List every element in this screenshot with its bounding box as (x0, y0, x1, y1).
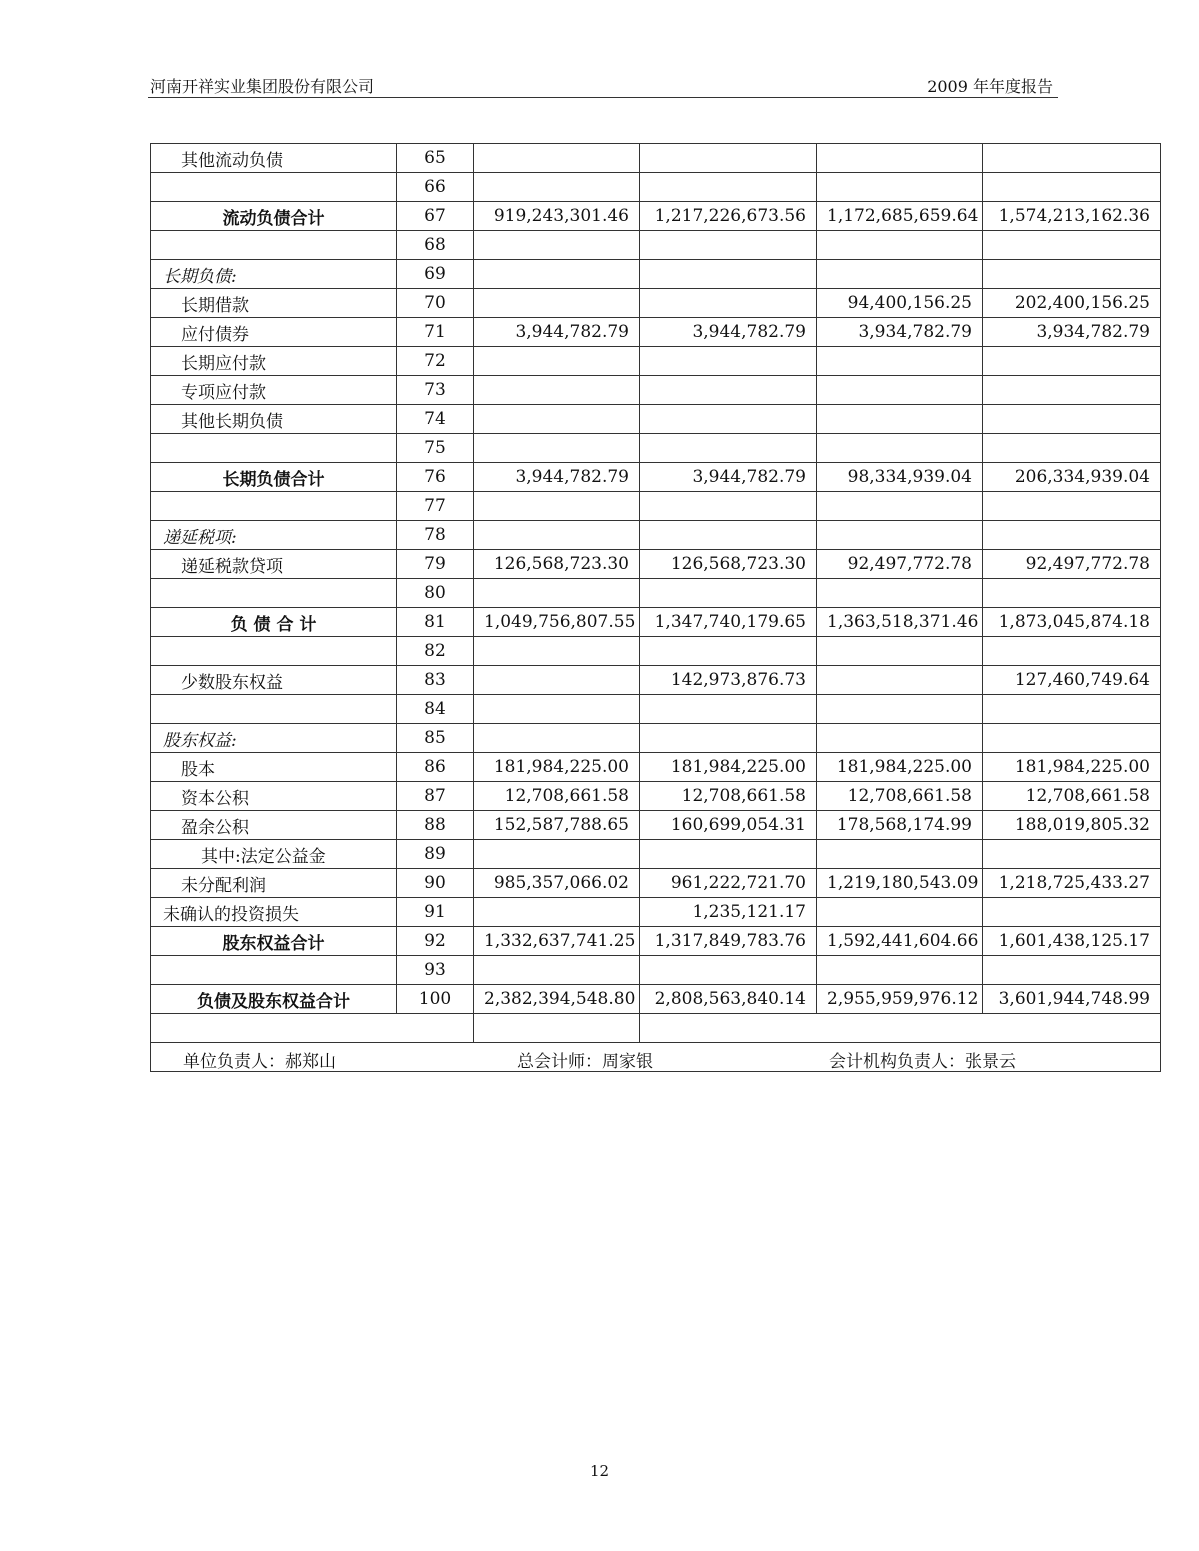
row-item-label (151, 956, 397, 985)
row-value-3 (817, 492, 983, 521)
row-value-1 (474, 666, 640, 695)
company-name: 河南开祥实业集团股份有限公司 (150, 77, 375, 96)
row-value-1 (474, 898, 640, 927)
row-line-number: 78 (397, 521, 474, 550)
row-value-2: 1,217,226,673.56 (640, 202, 817, 231)
row-value-1: 2,382,394,548.80 (474, 985, 640, 1014)
row-line-number: 77 (397, 492, 474, 521)
row-value-3: 1,219,180,543.09 (817, 869, 983, 898)
row-item-label: 股本 (151, 753, 397, 782)
chief-accountant-signature: 总会计师：周家银 (517, 1052, 653, 1072)
row-value-4 (983, 173, 1161, 202)
row-value-2: 3,944,782.79 (640, 318, 817, 347)
row-value-3 (817, 434, 983, 463)
table-row (151, 405, 1161, 434)
row-value-2 (640, 579, 817, 608)
row-value-4 (983, 347, 1161, 376)
row-value-1 (474, 492, 640, 521)
row-line-number: 73 (397, 376, 474, 405)
row-value-1 (474, 260, 640, 289)
table-row (151, 434, 1161, 463)
row-value-4 (983, 231, 1161, 260)
table-row (151, 521, 1161, 550)
header-rule (148, 97, 1058, 98)
table-row (151, 753, 1161, 782)
row-value-3 (817, 724, 983, 753)
row-value-2: 160,699,054.31 (640, 811, 817, 840)
table-row (151, 144, 1161, 173)
row-item-label: 应付债券 (151, 318, 397, 347)
row-value-2: 3,944,782.79 (640, 463, 817, 492)
row-line-number: 74 (397, 405, 474, 434)
row-value-1: 181,984,225.00 (474, 753, 640, 782)
row-value-3 (817, 347, 983, 376)
row-value-3: 1,172,685,659.64 (817, 202, 983, 231)
table-row (151, 492, 1161, 521)
row-value-1 (474, 521, 640, 550)
row-value-1: 3,944,782.79 (474, 318, 640, 347)
row-value-3 (817, 521, 983, 550)
table-row (151, 579, 1161, 608)
table-row (151, 637, 1161, 666)
unit-head-signature: 单位负责人：郝郑山 (183, 1052, 336, 1072)
row-value-4 (983, 492, 1161, 521)
row-value-4: 12,708,661.58 (983, 782, 1161, 811)
row-item-label: 长期应付款 (151, 347, 397, 376)
row-value-4 (983, 260, 1161, 289)
row-item-label: 递延税款贷项 (151, 550, 397, 579)
row-value-4 (983, 521, 1161, 550)
row-value-1 (474, 347, 640, 376)
row-line-number: 87 (397, 782, 474, 811)
row-line-number: 72 (397, 347, 474, 376)
row-item-label: 其中:法定公益金 (151, 840, 397, 869)
row-value-4: 1,601,438,125.17 (983, 927, 1161, 956)
table-row (151, 840, 1161, 869)
row-item-label (151, 637, 397, 666)
row-item-label (151, 434, 397, 463)
row-item-label: 少数股东权益 (151, 666, 397, 695)
row-value-3 (817, 956, 983, 985)
row-value-1 (474, 144, 640, 173)
row-line-number: 79 (397, 550, 474, 579)
row-value-4: 92,497,772.78 (983, 550, 1161, 579)
row-item-label: 股东权益合计 (151, 927, 397, 956)
row-line-number: 88 (397, 811, 474, 840)
row-value-3: 1,363,518,371.46 (817, 608, 983, 637)
row-line-number: 71 (397, 318, 474, 347)
row-line-number: 83 (397, 666, 474, 695)
row-line-number: 70 (397, 289, 474, 318)
row-value-1 (474, 289, 640, 318)
row-value-1: 12,708,661.58 (474, 782, 640, 811)
row-item-label: 长期借款 (151, 289, 397, 318)
row-value-4 (983, 637, 1161, 666)
row-value-2 (640, 521, 817, 550)
row-value-1 (474, 956, 640, 985)
report-title: 2009 年年度报告 (927, 77, 1053, 96)
signature-row (151, 1043, 1161, 1072)
table-row (151, 695, 1161, 724)
row-value-4 (983, 956, 1161, 985)
row-value-1 (474, 231, 640, 260)
row-item-label (151, 579, 397, 608)
row-value-1 (474, 376, 640, 405)
row-line-number: 67 (397, 202, 474, 231)
row-line-number: 90 (397, 869, 474, 898)
row-item-label: 其他流动负债 (151, 144, 397, 173)
row-value-3 (817, 376, 983, 405)
row-value-2: 2,808,563,840.14 (640, 985, 817, 1014)
row-value-3 (817, 260, 983, 289)
row-value-2 (640, 434, 817, 463)
table-row (151, 898, 1161, 927)
row-line-number: 86 (397, 753, 474, 782)
row-value-2 (640, 347, 817, 376)
row-item-label: 其他长期负债 (151, 405, 397, 434)
row-item-label: 盈余公积 (151, 811, 397, 840)
row-item-label: 未确认的投资损失 (151, 898, 397, 927)
table-row (151, 666, 1161, 695)
row-item-label: 负 债 合 计 (151, 608, 397, 637)
row-line-number: 76 (397, 463, 474, 492)
row-item-label (151, 173, 397, 202)
row-value-2: 1,347,740,179.65 (640, 608, 817, 637)
row-value-2: 142,973,876.73 (640, 666, 817, 695)
row-value-1: 126,568,723.30 (474, 550, 640, 579)
row-value-4: 3,934,782.79 (983, 318, 1161, 347)
row-line-number: 69 (397, 260, 474, 289)
row-value-1 (474, 579, 640, 608)
row-line-number: 100 (397, 985, 474, 1014)
row-line-number: 89 (397, 840, 474, 869)
row-item-label: 股东权益: (151, 724, 397, 753)
row-line-number: 93 (397, 956, 474, 985)
row-value-1 (474, 695, 640, 724)
row-value-2 (640, 637, 817, 666)
row-value-4 (983, 144, 1161, 173)
row-value-3: 12,708,661.58 (817, 782, 983, 811)
row-value-4: 202,400,156.25 (983, 289, 1161, 318)
row-line-number: 84 (397, 695, 474, 724)
row-value-1 (474, 724, 640, 753)
row-value-3 (817, 579, 983, 608)
row-line-number: 81 (397, 608, 474, 637)
row-value-3 (817, 231, 983, 260)
row-value-3 (817, 695, 983, 724)
row-line-number: 85 (397, 724, 474, 753)
row-value-4: 206,334,939.04 (983, 463, 1161, 492)
row-value-3: 178,568,174.99 (817, 811, 983, 840)
row-value-4 (983, 405, 1161, 434)
row-item-label (151, 231, 397, 260)
row-value-2 (640, 260, 817, 289)
table-row (151, 463, 1161, 492)
row-value-1: 985,357,066.02 (474, 869, 640, 898)
row-item-label: 负债及股东权益合计 (151, 985, 397, 1014)
row-value-1: 3,944,782.79 (474, 463, 640, 492)
row-value-4 (983, 376, 1161, 405)
table-row (151, 869, 1161, 898)
row-value-1 (474, 434, 640, 463)
row-item-label: 资本公积 (151, 782, 397, 811)
row-value-3 (817, 898, 983, 927)
row-value-3: 1,592,441,604.66 (817, 927, 983, 956)
row-item-label: 未分配利润 (151, 869, 397, 898)
row-value-1 (474, 840, 640, 869)
row-value-3 (817, 405, 983, 434)
row-value-3: 92,497,772.78 (817, 550, 983, 579)
row-value-1: 152,587,788.65 (474, 811, 640, 840)
row-value-3 (817, 637, 983, 666)
row-value-4 (983, 434, 1161, 463)
table-row (151, 811, 1161, 840)
row-value-4: 127,460,749.64 (983, 666, 1161, 695)
row-value-2: 1,317,849,783.76 (640, 927, 817, 956)
row-item-label: 长期负债合计 (151, 463, 397, 492)
page-number: 12 (589, 1462, 610, 1480)
row-value-3 (817, 173, 983, 202)
row-value-2: 1,235,121.17 (640, 898, 817, 927)
table-row (151, 347, 1161, 376)
row-value-1: 1,332,637,741.25 (474, 927, 640, 956)
row-value-2 (640, 376, 817, 405)
row-value-2: 12,708,661.58 (640, 782, 817, 811)
row-value-2: 181,984,225.00 (640, 753, 817, 782)
row-item-label (151, 695, 397, 724)
row-value-2: 126,568,723.30 (640, 550, 817, 579)
balance-sheet-table (150, 143, 1161, 1072)
row-value-4 (983, 695, 1161, 724)
table-row (151, 927, 1161, 956)
table-row (151, 956, 1161, 985)
row-value-2 (640, 956, 817, 985)
row-value-3: 98,334,939.04 (817, 463, 983, 492)
row-line-number: 75 (397, 434, 474, 463)
row-item-label: 长期负债: (151, 260, 397, 289)
table-row (151, 289, 1161, 318)
row-value-4: 1,218,725,433.27 (983, 869, 1161, 898)
row-value-2 (640, 144, 817, 173)
row-item-label (151, 492, 397, 521)
row-value-1 (474, 637, 640, 666)
accounting-head-signature: 会计机构负责人：张景云 (829, 1052, 1016, 1072)
row-value-1: 1,049,756,807.55 (474, 608, 640, 637)
table-row (151, 550, 1161, 579)
row-line-number: 65 (397, 144, 474, 173)
table-row (151, 173, 1161, 202)
row-value-2 (640, 492, 817, 521)
row-value-2 (640, 695, 817, 724)
row-value-3 (817, 144, 983, 173)
row-item-label: 专项应付款 (151, 376, 397, 405)
row-value-2 (640, 405, 817, 434)
row-value-4: 1,574,213,162.36 (983, 202, 1161, 231)
table-row (151, 724, 1161, 753)
row-value-2 (640, 173, 817, 202)
table-row (151, 231, 1161, 260)
row-value-1: 919,243,301.46 (474, 202, 640, 231)
row-line-number: 68 (397, 231, 474, 260)
row-value-3: 3,934,782.79 (817, 318, 983, 347)
row-value-3 (817, 666, 983, 695)
row-value-4 (983, 840, 1161, 869)
row-item-label: 递延税项: (151, 521, 397, 550)
table-row (151, 985, 1161, 1014)
row-value-2 (640, 724, 817, 753)
row-value-4 (983, 724, 1161, 753)
table-row (151, 260, 1161, 289)
row-value-4 (983, 579, 1161, 608)
row-value-3 (817, 840, 983, 869)
table-row (151, 608, 1161, 637)
row-value-4 (983, 898, 1161, 927)
row-line-number: 91 (397, 898, 474, 927)
row-value-4: 1,873,045,874.18 (983, 608, 1161, 637)
row-line-number: 82 (397, 637, 474, 666)
row-value-1 (474, 405, 640, 434)
row-value-4: 3,601,944,748.99 (983, 985, 1161, 1014)
row-value-3: 2,955,959,976.12 (817, 985, 983, 1014)
table-row (151, 782, 1161, 811)
row-value-4: 188,019,805.32 (983, 811, 1161, 840)
blank-row (151, 1014, 1161, 1043)
row-item-label: 流动负债合计 (151, 202, 397, 231)
table-row (151, 318, 1161, 347)
row-line-number: 92 (397, 927, 474, 956)
row-value-2: 961,222,721.70 (640, 869, 817, 898)
row-value-2 (640, 231, 817, 260)
row-value-3: 94,400,156.25 (817, 289, 983, 318)
row-value-4: 181,984,225.00 (983, 753, 1161, 782)
row-value-1 (474, 173, 640, 202)
row-value-3: 181,984,225.00 (817, 753, 983, 782)
table-row (151, 202, 1161, 231)
row-line-number: 66 (397, 173, 474, 202)
row-value-2 (640, 840, 817, 869)
row-line-number: 80 (397, 579, 474, 608)
row-value-2 (640, 289, 817, 318)
table-row (151, 376, 1161, 405)
